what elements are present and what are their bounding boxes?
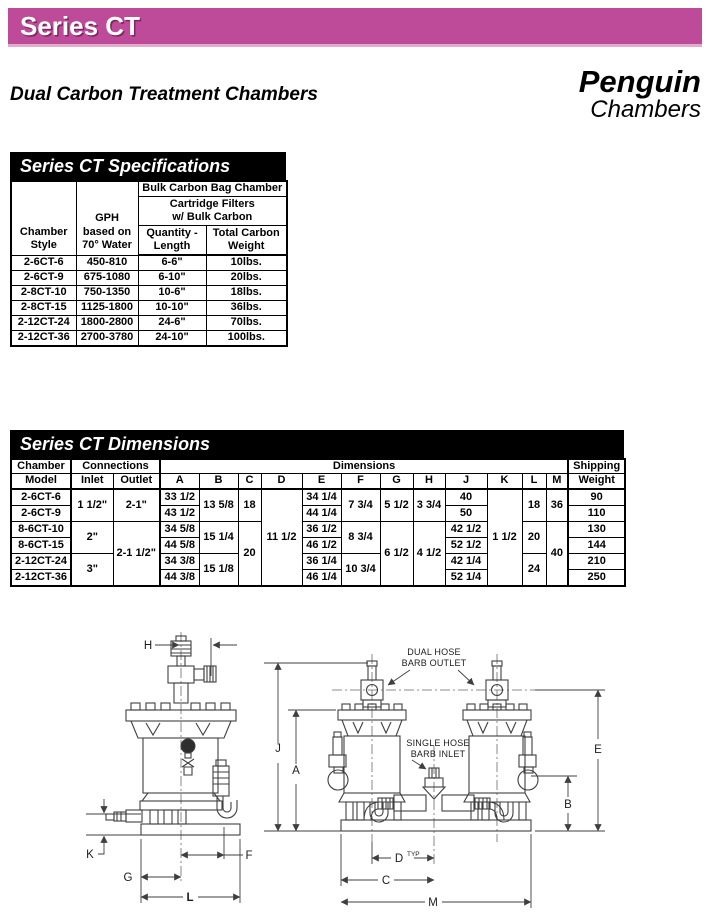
spec-cell: 24-10" xyxy=(138,331,206,347)
dim-label-m: M xyxy=(428,897,438,909)
dims-cell: 4 1/2 xyxy=(413,521,445,586)
hdr-inlet: Inlet xyxy=(71,474,113,489)
spec-cell: 1800-2800 xyxy=(76,316,138,331)
dims-row xyxy=(11,489,625,506)
pump-discharge-pipe xyxy=(213,760,237,818)
pressure-gauge xyxy=(181,739,195,775)
hdr-letter: G xyxy=(380,474,413,489)
dims-cell: 20 xyxy=(238,521,261,586)
hdr-letter: A xyxy=(160,474,199,489)
hdr-letter: E xyxy=(302,474,341,489)
dims-cell: 52 1/4 xyxy=(445,569,487,586)
dims-cell: 33 1/2 xyxy=(160,489,199,506)
spec-cell: 2-6CT-9 xyxy=(11,271,76,286)
front-view-drawing xyxy=(328,654,560,864)
dims-cell: 52 1/2 xyxy=(445,537,487,553)
hdr-letter: F xyxy=(341,474,380,489)
dims-table xyxy=(10,458,626,587)
dims-cell: 2-12CT-36 xyxy=(11,569,71,586)
spec-row xyxy=(11,255,287,271)
spec-cell: 18lbs. xyxy=(206,286,287,301)
dims-cell: 130 xyxy=(568,521,625,537)
dims-cell: 2" xyxy=(71,521,113,553)
spec-row xyxy=(11,286,287,301)
hdr-letter: D xyxy=(261,474,302,489)
col-group-cartridge: Cartridge Filters w/ Bulk Carbon xyxy=(138,197,287,226)
dims-cell: 2-6CT-6 xyxy=(11,489,71,506)
dims-cell: 210 xyxy=(568,553,625,569)
spec-table xyxy=(10,180,288,347)
dim-label-b: B xyxy=(564,799,572,811)
spec-cell: 2-12CT-24 xyxy=(11,316,76,331)
spec-cell: 20lbs. xyxy=(206,271,287,286)
dims-cell: 11 1/2 xyxy=(261,489,302,586)
dim-label-g: G xyxy=(123,872,133,884)
dims-cell: 5 1/2 xyxy=(380,489,413,522)
spec-cell: 10-10" xyxy=(138,301,206,316)
hdr-letter: M xyxy=(546,474,568,489)
dims-cell: 18 xyxy=(238,489,261,522)
dims-row xyxy=(11,521,625,537)
brand-block xyxy=(579,66,701,123)
col-header-carbon-weight: Total Carbon Weight xyxy=(206,226,287,256)
dims-cell: 50 xyxy=(445,505,487,521)
dims-cell: 20 xyxy=(522,521,546,553)
dims-cell: 2-1" xyxy=(113,489,160,522)
spec-row xyxy=(11,301,287,316)
front-view-dimensions xyxy=(341,690,605,909)
banner-title: Series CT xyxy=(20,11,140,41)
hdr-letter: H xyxy=(413,474,445,489)
callout-single-hose-line2: BARB INLET xyxy=(410,749,466,759)
dims-cell: 40 xyxy=(445,489,487,506)
col-header-quantity-length: Quantity - Length xyxy=(138,226,206,256)
dim-label-c: C xyxy=(381,875,391,887)
hdr-letter: C xyxy=(238,474,261,489)
col-header-chamber-style: Chamber Style xyxy=(11,181,76,255)
dim-label-d: D xyxy=(394,853,404,865)
spec-cell: 2-8CT-15 xyxy=(11,301,76,316)
hdr-model: Model xyxy=(11,474,71,489)
hdr-weight: Weight xyxy=(568,474,625,489)
dims-cell: 2-12CT-24 xyxy=(11,553,71,569)
dims-cell: 1 1/2 xyxy=(487,489,522,586)
dims-row xyxy=(11,553,625,569)
dim-label-f: F xyxy=(245,850,253,862)
spec-cell: 70lbs. xyxy=(206,316,287,331)
dim-label-h: H xyxy=(143,640,153,652)
dim-label-l: L xyxy=(186,892,194,904)
dims-cell: 10 3/4 xyxy=(341,553,380,586)
spec-table-title: Series CT Specifications xyxy=(10,152,286,180)
dims-cell: 250 xyxy=(568,569,625,586)
callout-single-hose-line1: SINGLE HOSE xyxy=(406,738,470,748)
callout-dual-hose-line2: BARB OUTLET xyxy=(401,658,467,668)
dims-cell: 3" xyxy=(71,553,113,586)
dim-label-a: A xyxy=(292,765,300,777)
hdr-letter: B xyxy=(199,474,238,489)
dim-label-j: J xyxy=(275,743,281,755)
dim-label-d-typ: TYP xyxy=(407,851,420,858)
hdr-outlet: Outlet xyxy=(113,474,160,489)
spec-cell: 750-1350 xyxy=(76,286,138,301)
dims-cell: 6 1/2 xyxy=(380,521,413,586)
dims-cell: 42 1/2 xyxy=(445,521,487,537)
spec-cell: 100lbs. xyxy=(206,331,287,347)
dims-cell: 18 xyxy=(522,489,546,522)
side-view-dimensions xyxy=(86,638,368,904)
dims-cell: 36 xyxy=(546,489,568,522)
dims-cell: 15 1/4 xyxy=(199,521,238,553)
right-air-valve xyxy=(518,732,538,790)
hdr-letter: J xyxy=(445,474,487,489)
dimension-diagram xyxy=(0,618,711,918)
hdr-letter: K xyxy=(487,474,522,489)
dims-table-title: Series CT Dimensions xyxy=(10,430,624,458)
dims-cell: 46 1/2 xyxy=(302,537,341,553)
dims-cell: 8-6CT-15 xyxy=(11,537,71,553)
spec-row xyxy=(11,316,287,331)
dim-label-k: K xyxy=(86,849,94,861)
dims-cell: 34 1/4 xyxy=(302,489,341,506)
dims-cell: 42 1/4 xyxy=(445,553,487,569)
hdr-letter: L xyxy=(522,474,546,489)
dims-cell: 40 xyxy=(546,521,568,586)
dims-cell: 24 xyxy=(522,553,546,586)
left-air-valve xyxy=(328,732,348,790)
spec-cell: 1125-1800 xyxy=(76,301,138,316)
dims-cell: 2-1 1/2" xyxy=(113,521,160,586)
dims-cell: 1 1/2" xyxy=(71,489,113,522)
col-group-bulk-carbon: Bulk Carbon Bag Chamber xyxy=(138,181,287,197)
callout-dual-hose-line1: DUAL HOSE xyxy=(407,647,461,657)
dims-cell: 44 5/8 xyxy=(160,537,199,553)
dims-cell: 46 1/4 xyxy=(302,569,341,586)
hdr-chamber: Chamber xyxy=(11,459,71,474)
page-subtitle: Dual Carbon Treatment Chambers xyxy=(10,84,318,105)
dims-cell: 44 3/8 xyxy=(160,569,199,586)
spec-row xyxy=(11,271,287,286)
top-valve-assembly xyxy=(168,636,216,703)
spec-cell: 10-6" xyxy=(138,286,206,301)
col-header-gph: GPH based on 70° Water xyxy=(76,181,138,255)
spec-cell: 2-12CT-36 xyxy=(11,331,76,347)
spec-cell: 36lbs. xyxy=(206,301,287,316)
spec-cell: 24-6" xyxy=(138,316,206,331)
inlet-manifold xyxy=(364,768,504,820)
dims-table-section xyxy=(10,430,624,587)
spec-table-section xyxy=(10,152,286,347)
side-view-drawing xyxy=(106,632,240,884)
brand-name: Penguin xyxy=(578,64,701,99)
dims-cell: 34 3/8 xyxy=(160,553,199,569)
dims-cell: 8-6CT-10 xyxy=(11,521,71,537)
spec-cell: 2700-3780 xyxy=(76,331,138,347)
dims-cell: 90 xyxy=(568,489,625,506)
callouts xyxy=(388,647,474,769)
series-banner xyxy=(8,8,702,47)
dims-cell: 8 3/4 xyxy=(341,521,380,553)
dims-cell: 44 1/4 xyxy=(302,505,341,521)
spec-cell: 10lbs. xyxy=(206,255,287,271)
dims-cell: 36 1/4 xyxy=(302,553,341,569)
dims-cell: 43 1/2 xyxy=(160,505,199,521)
brand-type: Chambers xyxy=(590,96,701,124)
dims-cell: 36 1/2 xyxy=(302,521,341,537)
dim-label-e: E xyxy=(594,744,602,756)
dims-cell: 144 xyxy=(568,537,625,553)
dims-cell: 13 5/8 xyxy=(199,489,238,522)
spec-cell: 6-10" xyxy=(138,271,206,286)
spec-row xyxy=(11,331,287,347)
dims-cell: 3 3/4 xyxy=(413,489,445,522)
dims-cell: 34 5/8 xyxy=(160,521,199,537)
dims-cell: 7 3/4 xyxy=(341,489,380,522)
dims-cell: 15 1/8 xyxy=(199,553,238,586)
spec-cell: 2-8CT-10 xyxy=(11,286,76,301)
dims-cell: 110 xyxy=(568,505,625,521)
spec-cell: 450-810 xyxy=(76,255,138,271)
hdr-connections: Connections xyxy=(71,459,160,474)
spec-cell: 675-1080 xyxy=(76,271,138,286)
hdr-dimensions: Dimensions xyxy=(160,459,568,474)
spec-cell: 6-6" xyxy=(138,255,206,271)
hdr-shipping: Shipping xyxy=(568,459,625,474)
spec-cell: 2-6CT-6 xyxy=(11,255,76,271)
dims-cell: 2-6CT-9 xyxy=(11,505,71,521)
